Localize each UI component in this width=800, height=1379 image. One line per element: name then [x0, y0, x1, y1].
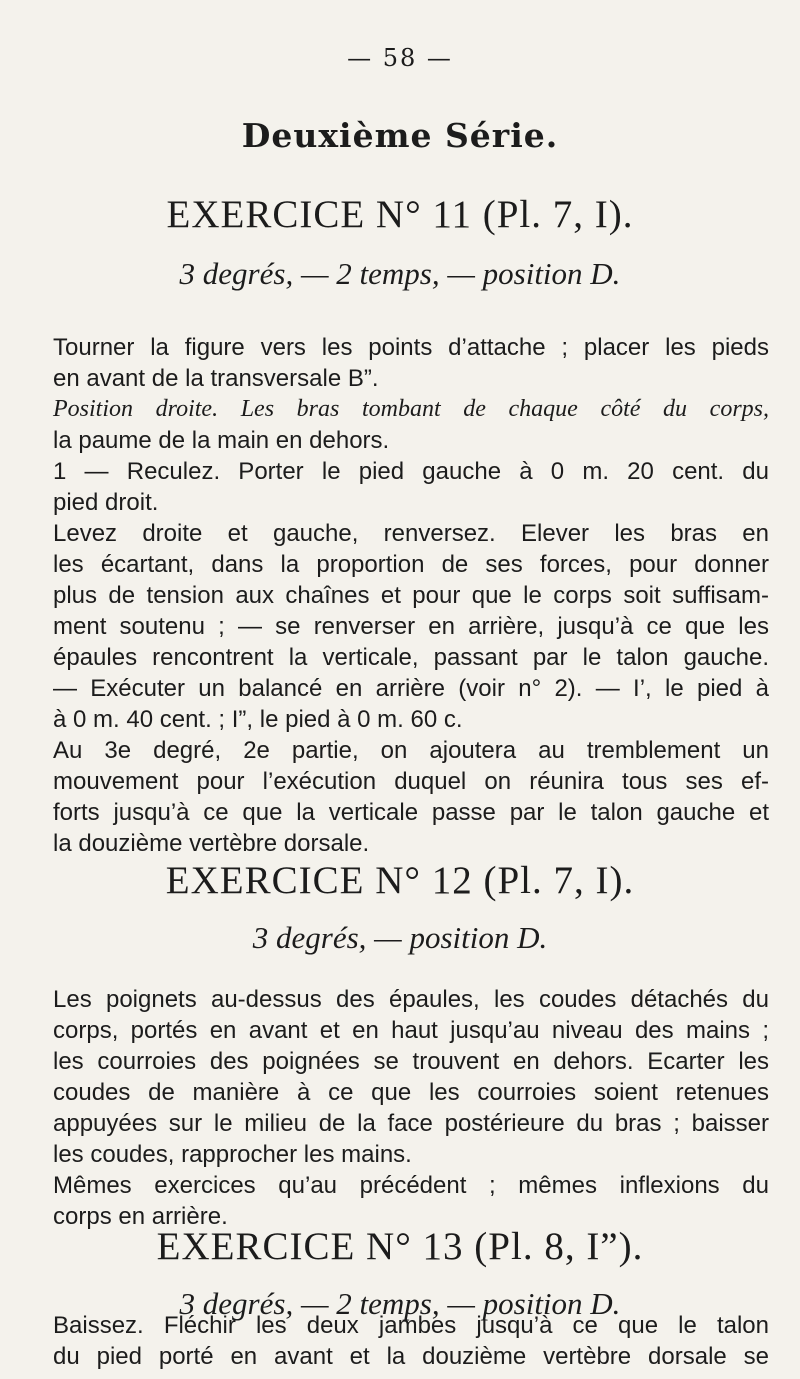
- page-number: — 58 —: [347, 44, 453, 72]
- text-line: — Exécuter un balancé en arrière (voir n° 2). — I’, le pied à: [53, 675, 769, 702]
- text-line: à 0 m. 40 cent. ; I”, le pied à 0 m. 60 c.: [53, 706, 463, 733]
- text-line: la paume de la main en dehors.: [53, 427, 390, 454]
- exercise-13-heading: EXERCICE N° 13 (Pl. 8, I”).: [156, 1225, 644, 1268]
- text-line: forts jusqu’à ce que la verticale passe par le talon gauche et: [53, 799, 769, 826]
- text-line: coudes de manière à ce que les courroies soient retenues: [53, 1079, 769, 1106]
- text-line: en avant de la transversale B”.: [53, 365, 379, 392]
- text-line: la douzième vertèbre dorsale.: [53, 830, 370, 857]
- text-line: Tourner la figure vers les points d’attache ; placer les pieds: [53, 334, 769, 361]
- exercise-12-subtitle: 3 degrés, — position D.: [252, 920, 548, 955]
- text-line: 1 — Reculez. Porter le pied gauche à 0 m. 20 cent. du: [53, 458, 769, 485]
- text-line: mouvement pour l’exécution duquel on réunira tous ses ef-: [53, 768, 769, 795]
- exercise-11-text: [53, 332, 769, 859]
- exercise-13-subtitle: 3 degrés, — 2 temps, — position D.: [179, 1286, 621, 1321]
- series-title: Deuxième Série.: [241, 116, 559, 155]
- text-line: pied droit.: [53, 489, 159, 516]
- text-line: Baissez. Fléchir les deux jambes jusqu’à ce que le talon: [53, 1312, 769, 1339]
- text-line: plus de tension aux chaînes et pour que le corps soit suffisam-: [53, 582, 769, 609]
- text-line: Levez droite et gauche, renversez. Elever les bras en: [53, 520, 769, 547]
- exercise-12-heading: EXERCICE N° 12 (Pl. 7, I).: [165, 859, 635, 902]
- exercise-11-subtitle: 3 degrés, — 2 temps, — position D.: [179, 256, 621, 291]
- text-line: Au 3e degré, 2e partie, on ajoutera au tremblement un: [53, 737, 769, 764]
- text-line: Les poignets au-dessus des épaules, les coudes détachés du: [53, 986, 769, 1013]
- text-line: Mêmes exercices qu’au précédent ; mêmes inflexions du: [53, 1172, 769, 1199]
- text-line: appuyées sur le milieu de la face postérieure du bras ; baisser: [53, 1110, 769, 1137]
- exercise-11-heading: EXERCICE N° 11 (Pl. 7, I).: [166, 193, 634, 236]
- text-line: corps, portés en avant et en haut jusqu’au niveau des mains ;: [53, 1017, 769, 1044]
- text-line: corps en arrière.: [53, 1203, 228, 1230]
- exercise-12-text: [53, 984, 769, 1232]
- text-line: épaules rencontrent la verticale, passant par le talon gauche.: [53, 644, 769, 671]
- text-line: les écartant, dans la proportion de ses forces, pour donner: [53, 551, 769, 578]
- exercise-13-text: [53, 1310, 769, 1372]
- text-line: Position droite. Les bras tombant de chaque côté du corps,: [53, 396, 769, 422]
- text-line: du pied porté en avant et la douzième vertèbre dorsale se: [53, 1343, 769, 1370]
- text-line: les coudes, rapprocher les mains.: [53, 1141, 412, 1168]
- text-line: ment soutenu ; — se renverser en arrière, jusqu’à ce que les: [53, 613, 769, 640]
- text-line: les courroies des poignées se trouvent en dehors. Ecarter les: [53, 1048, 769, 1075]
